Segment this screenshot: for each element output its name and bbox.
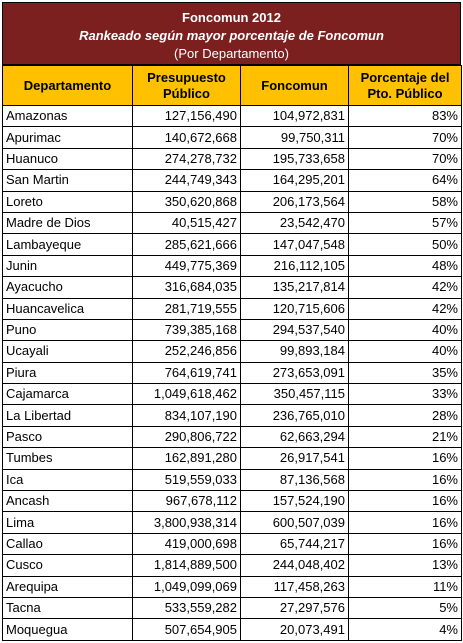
cell-porcentaje: 57% bbox=[349, 212, 462, 233]
cell-departamento: Ayacucho bbox=[3, 277, 133, 298]
header-presupuesto-line1: Presupuesto bbox=[147, 69, 226, 85]
table-row bbox=[3, 106, 462, 127]
cell-presupuesto: 252,246,856 bbox=[133, 341, 241, 362]
cell-porcentaje: 33% bbox=[349, 384, 462, 405]
cell-departamento: Huancavelica bbox=[3, 298, 133, 319]
table-row bbox=[3, 384, 462, 405]
cell-departamento: Cusco bbox=[3, 555, 133, 576]
header-row bbox=[3, 66, 462, 106]
cell-porcentaje: 16% bbox=[349, 512, 462, 533]
cell-departamento: Lima bbox=[3, 512, 133, 533]
cell-presupuesto: 140,672,668 bbox=[133, 127, 241, 148]
cell-presupuesto: 40,515,427 bbox=[133, 212, 241, 233]
table-row bbox=[3, 319, 462, 340]
cell-porcentaje: 42% bbox=[349, 277, 462, 298]
table-row bbox=[3, 555, 462, 576]
cell-foncomun: 87,136,568 bbox=[241, 469, 349, 490]
cell-departamento: Puno bbox=[3, 319, 133, 340]
cell-foncomun: 244,048,402 bbox=[241, 555, 349, 576]
cell-foncomun: 135,217,814 bbox=[241, 277, 349, 298]
cell-departamento: Ica bbox=[3, 469, 133, 490]
cell-departamento: Tumbes bbox=[3, 448, 133, 469]
table-subtitle: Rankeado según mayor porcentaje de Foncomun bbox=[79, 28, 384, 43]
table-body bbox=[3, 106, 462, 641]
table-row bbox=[3, 298, 462, 319]
cell-presupuesto: 281,719,555 bbox=[133, 298, 241, 319]
header-porcentaje-line1: Porcentaje del bbox=[360, 69, 450, 85]
table-row bbox=[3, 255, 462, 276]
cell-departamento: Amazonas bbox=[3, 106, 133, 127]
cell-foncomun: 120,715,606 bbox=[241, 298, 349, 319]
cell-departamento: Piura bbox=[3, 362, 133, 383]
cell-foncomun: 65,744,217 bbox=[241, 533, 349, 554]
cell-porcentaje: 16% bbox=[349, 491, 462, 512]
cell-foncomun: 117,458,263 bbox=[241, 576, 349, 597]
cell-porcentaje: 16% bbox=[349, 469, 462, 490]
cell-departamento: Arequipa bbox=[3, 576, 133, 597]
cell-foncomun: 273,653,091 bbox=[241, 362, 349, 383]
cell-foncomun: 206,173,564 bbox=[241, 191, 349, 212]
cell-departamento: Callao bbox=[3, 533, 133, 554]
cell-porcentaje: 58% bbox=[349, 191, 462, 212]
cell-presupuesto: 244,749,343 bbox=[133, 170, 241, 191]
table-title-block bbox=[2, 2, 461, 65]
cell-presupuesto: 3,800,938,314 bbox=[133, 512, 241, 533]
cell-porcentaje: 21% bbox=[349, 426, 462, 447]
cell-presupuesto: 350,620,868 bbox=[133, 191, 241, 212]
cell-presupuesto: 127,156,490 bbox=[133, 106, 241, 127]
cell-departamento: Apurimac bbox=[3, 127, 133, 148]
cell-departamento: Tacna bbox=[3, 597, 133, 618]
cell-foncomun: 164,295,201 bbox=[241, 170, 349, 191]
cell-presupuesto: 316,684,035 bbox=[133, 277, 241, 298]
cell-departamento: Pasco bbox=[3, 426, 133, 447]
cell-presupuesto: 967,678,112 bbox=[133, 491, 241, 512]
cell-presupuesto: 1,814,889,500 bbox=[133, 555, 241, 576]
cell-presupuesto: 1,049,099,069 bbox=[133, 576, 241, 597]
cell-porcentaje: 64% bbox=[349, 170, 462, 191]
table-row bbox=[3, 148, 462, 169]
cell-presupuesto: 419,000,698 bbox=[133, 533, 241, 554]
cell-presupuesto: 519,559,033 bbox=[133, 469, 241, 490]
table-row bbox=[3, 597, 462, 618]
cell-presupuesto: 274,278,732 bbox=[133, 148, 241, 169]
table-row bbox=[3, 362, 462, 383]
cell-presupuesto: 449,775,369 bbox=[133, 255, 241, 276]
table-caption: (Por Departamento) bbox=[174, 46, 289, 61]
header-presupuesto-line2: Público bbox=[163, 85, 210, 101]
table-row bbox=[3, 619, 462, 640]
cell-presupuesto: 533,559,282 bbox=[133, 597, 241, 618]
cell-departamento: Madre de Dios bbox=[3, 212, 133, 233]
cell-departamento: Moquegua bbox=[3, 619, 133, 640]
cell-porcentaje: 5% bbox=[349, 597, 462, 618]
cell-foncomun: 20,073,491 bbox=[241, 619, 349, 640]
table-row bbox=[3, 512, 462, 533]
cell-departamento: Cajamarca bbox=[3, 384, 133, 405]
cell-departamento: Lambayeque bbox=[3, 234, 133, 255]
header-foncomun: Foncomun bbox=[241, 66, 349, 106]
cell-departamento: Junin bbox=[3, 255, 133, 276]
table-row bbox=[3, 426, 462, 447]
cell-porcentaje: 35% bbox=[349, 362, 462, 383]
cell-foncomun: 23,542,470 bbox=[241, 212, 349, 233]
table-row bbox=[3, 234, 462, 255]
table-row bbox=[3, 277, 462, 298]
cell-foncomun: 99,750,311 bbox=[241, 127, 349, 148]
table-row bbox=[3, 212, 462, 233]
header-porcentaje-line2: Pto. Público bbox=[367, 85, 443, 101]
cell-porcentaje: 50% bbox=[349, 234, 462, 255]
cell-presupuesto: 290,806,722 bbox=[133, 426, 241, 447]
cell-foncomun: 195,733,658 bbox=[241, 148, 349, 169]
cell-porcentaje: 4% bbox=[349, 619, 462, 640]
cell-departamento: Loreto bbox=[3, 191, 133, 212]
cell-departamento: Ancash bbox=[3, 491, 133, 512]
cell-foncomun: 104,972,831 bbox=[241, 106, 349, 127]
cell-presupuesto: 507,654,905 bbox=[133, 619, 241, 640]
table-row bbox=[3, 127, 462, 148]
cell-porcentaje: 16% bbox=[349, 448, 462, 469]
table-row bbox=[3, 469, 462, 490]
table-row bbox=[3, 191, 462, 212]
cell-foncomun: 216,112,105 bbox=[241, 255, 349, 276]
foncomun-table-sheet bbox=[2, 2, 461, 641]
header-presupuesto bbox=[133, 66, 241, 106]
cell-foncomun: 294,537,540 bbox=[241, 319, 349, 340]
foncomun-table bbox=[2, 65, 462, 641]
cell-presupuesto: 1,049,618,462 bbox=[133, 384, 241, 405]
cell-presupuesto: 834,107,190 bbox=[133, 405, 241, 426]
cell-foncomun: 157,524,190 bbox=[241, 491, 349, 512]
cell-porcentaje: 70% bbox=[349, 127, 462, 148]
cell-foncomun: 600,507,039 bbox=[241, 512, 349, 533]
cell-porcentaje: 48% bbox=[349, 255, 462, 276]
table-title: Foncomun 2012 bbox=[182, 10, 281, 25]
cell-porcentaje: 28% bbox=[349, 405, 462, 426]
table-row bbox=[3, 533, 462, 554]
cell-porcentaje: 40% bbox=[349, 341, 462, 362]
cell-presupuesto: 162,891,280 bbox=[133, 448, 241, 469]
cell-porcentaje: 40% bbox=[349, 319, 462, 340]
cell-foncomun: 27,297,576 bbox=[241, 597, 349, 618]
table-row bbox=[3, 341, 462, 362]
cell-foncomun: 99,893,184 bbox=[241, 341, 349, 362]
header-departamento: Departamento bbox=[3, 66, 133, 106]
cell-presupuesto: 764,619,741 bbox=[133, 362, 241, 383]
cell-foncomun: 147,047,548 bbox=[241, 234, 349, 255]
cell-porcentaje: 83% bbox=[349, 106, 462, 127]
table-row bbox=[3, 405, 462, 426]
table-row bbox=[3, 448, 462, 469]
cell-departamento: Ucayali bbox=[3, 341, 133, 362]
cell-foncomun: 350,457,115 bbox=[241, 384, 349, 405]
cell-departamento: San Martin bbox=[3, 170, 133, 191]
cell-departamento: La Libertad bbox=[3, 405, 133, 426]
cell-porcentaje: 42% bbox=[349, 298, 462, 319]
cell-foncomun: 62,663,294 bbox=[241, 426, 349, 447]
cell-presupuesto: 739,385,168 bbox=[133, 319, 241, 340]
table-row bbox=[3, 576, 462, 597]
cell-porcentaje: 13% bbox=[349, 555, 462, 576]
table-row bbox=[3, 170, 462, 191]
cell-porcentaje: 70% bbox=[349, 148, 462, 169]
cell-foncomun: 236,765,010 bbox=[241, 405, 349, 426]
cell-porcentaje: 16% bbox=[349, 533, 462, 554]
cell-porcentaje: 11% bbox=[349, 576, 462, 597]
table-row bbox=[3, 491, 462, 512]
cell-presupuesto: 285,621,666 bbox=[133, 234, 241, 255]
header-porcentaje bbox=[349, 66, 462, 106]
cell-departamento: Huanuco bbox=[3, 148, 133, 169]
cell-foncomun: 26,917,541 bbox=[241, 448, 349, 469]
